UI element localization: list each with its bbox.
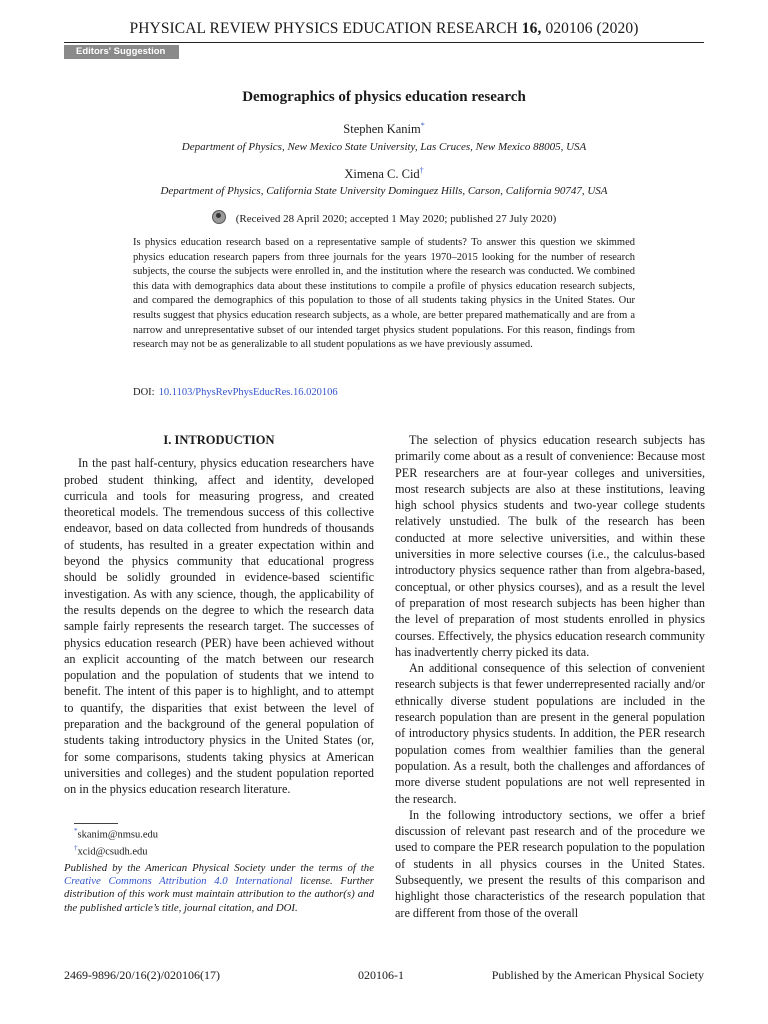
- left-column: [64, 432, 374, 798]
- right-column: [395, 432, 705, 921]
- intro-paragraph-2: The selection of physics education research subjects has primarily come about as a result of convenience: Because most PER researchers are at four-year colleges and universities, most research subjects are also at these institutions, leaving high school physics students and two-year college students relatively unstudied. The bulk of the research has been conducted at more selective universities, and within these universities in more selective courses (i.e., the calculus-based introductory physics sequence rather than from algebra-based, conceptual, or other physics courses), and as a result the level of preparation of most research subjects has been higher than the level of preparation of most students enrolled in physics courses. Effectively, the physics education research community has inadvertently cherry picked its data.: [395, 433, 705, 659]
- author-2-affiliation: Department of Physics, California State University Dominguez Hills, Carson, California 90747, USA: [160, 185, 608, 197]
- author-1-name: Stephen Kanim: [343, 122, 421, 137]
- license-link[interactable]: Creative Commons Attribution 4.0 International: [64, 875, 293, 888]
- author-2-mark[interactable]: †: [419, 166, 424, 175]
- paper-title: Demographics of physics education research: [242, 89, 526, 105]
- footnote-2-mark: †: [74, 843, 78, 852]
- received-dates: (Received 28 April 2020; accepted 1 May 2020; published 27 July 2020): [235, 213, 557, 225]
- author-2: [64, 166, 704, 182]
- footnote-rule: [74, 823, 118, 824]
- section-heading: I. INTRODUCTION: [163, 433, 275, 447]
- header-rule: [64, 42, 704, 43]
- license-text-end: license. Further distribution of this work must maintain attribution to the author(s) and the published article’s title, journal citation, and DOI.: [64, 875, 374, 914]
- footnote-2-email[interactable]: xcid@csudh.edu: [77, 846, 148, 857]
- footnote-1: [64, 825, 374, 842]
- footnote-1-email[interactable]: skanim@nmsu.edu: [77, 829, 159, 841]
- footnote-2: [64, 842, 374, 859]
- footnotes: [64, 823, 374, 858]
- doi-link[interactable]: 10.1103/PhysRevPhysEducRes.16.020106: [158, 387, 338, 398]
- abstract: Is physics education research based on a representative sample of students? To answer this question we skimmed physics education research papers from three journals for the years 1970–2015 looking for the number of research subjects, the course the subjects were enrolled in, and the institution where the research was conducted. We combined this data with demographics data about these institutions to compile a profile of physics education research subjects, and compared the demographics of this population to those of all students taking physics in the United States. Our results suggest that physics education research subjects, as a whole, are better prepared mathematically and are from a narrow and unrepresentative subset of our intended target physics student populations. For this reason, findings from research may not be as generalizable to all student populations as we have previously assumed.: [133, 237, 635, 351]
- article-number: 020106 (2020): [545, 20, 639, 37]
- footer-page-number: 020106-1: [358, 968, 404, 982]
- footer-issn: 2469-9896/20/16(2)/020106(17): [64, 968, 220, 982]
- intro-paragraph-4: In the following introductory sections, we offer a brief discussion of relevant past research and of the procedure we used to compare the PER research population to the population of students in all physics courses in the United States. Subsequently, we present the results of this comparison and highlight those characteristics of the research population that are different from those of the overall: [395, 807, 705, 920]
- received-line: [64, 210, 704, 225]
- editors-suggestion-badge: Editors' Suggestion: [64, 45, 179, 59]
- footnote-1-mark: *: [74, 827, 78, 835]
- author-1: [64, 121, 704, 137]
- author-2-name: Ximena C. Cid: [344, 167, 420, 182]
- intro-paragraph-1: In the past half-century, physics education researchers have probed student thinking, affect and identity, developed curricula and tools for measuring progress, and created theoretical models. The tremendous success of this collective endeavor, based on data collected from hundreds of thousands of students, has resulted in a greater expectation within and beyond the physics community that educational progress should be solidly grounded in evidence-based scientific investigation. As with any science, though, the applicability of the results depends on the degree to which the research data sample fairly represents the research target. The successes of physics education research (PER) have been achieved without an explicit accounting of the match between our research population and the population of students that we intend to benefit. The intent of this paper is to highlight, and to attempt to quantify, the disparities that exist between the level of preparation and the background of the general population of students taking introductory physics in the United States (or, for some comparisons, students taking physics at American universities and colleges) and the student population reported on in the physics education research literature.: [64, 456, 374, 797]
- doi-line: [133, 387, 338, 398]
- license-text-start: Published by the American Physical Society under the terms of the: [64, 862, 374, 874]
- journal-name: PHYSICAL REVIEW PHYSICS EDUCATION RESEARCH: [129, 20, 518, 37]
- doi-label: DOI:: [133, 387, 155, 398]
- intro-paragraph-3: An additional consequence of this selection of convenient research subjects is that fewer underrepresented racially and/or ethnically diverse student populations are included in the research population than are present in the general population of introductory physics students. In addition, the PER research population comes from wealthier families than the general population. As a result, both the challenges and affordances of more diverse student populations are not well represented in the research.: [395, 661, 705, 806]
- journal-volume: 16,: [521, 20, 542, 37]
- journal-header: [64, 20, 704, 38]
- author-1-affiliation: Department of Physics, New Mexico State University, Las Cruces, New Mexico 88005, USA: [181, 141, 587, 153]
- license-notice: [64, 862, 374, 915]
- author-1-mark[interactable]: *: [420, 121, 425, 130]
- crossmark-icon[interactable]: [212, 210, 226, 224]
- footer-publisher: Published by the American Physical Society: [491, 968, 704, 982]
